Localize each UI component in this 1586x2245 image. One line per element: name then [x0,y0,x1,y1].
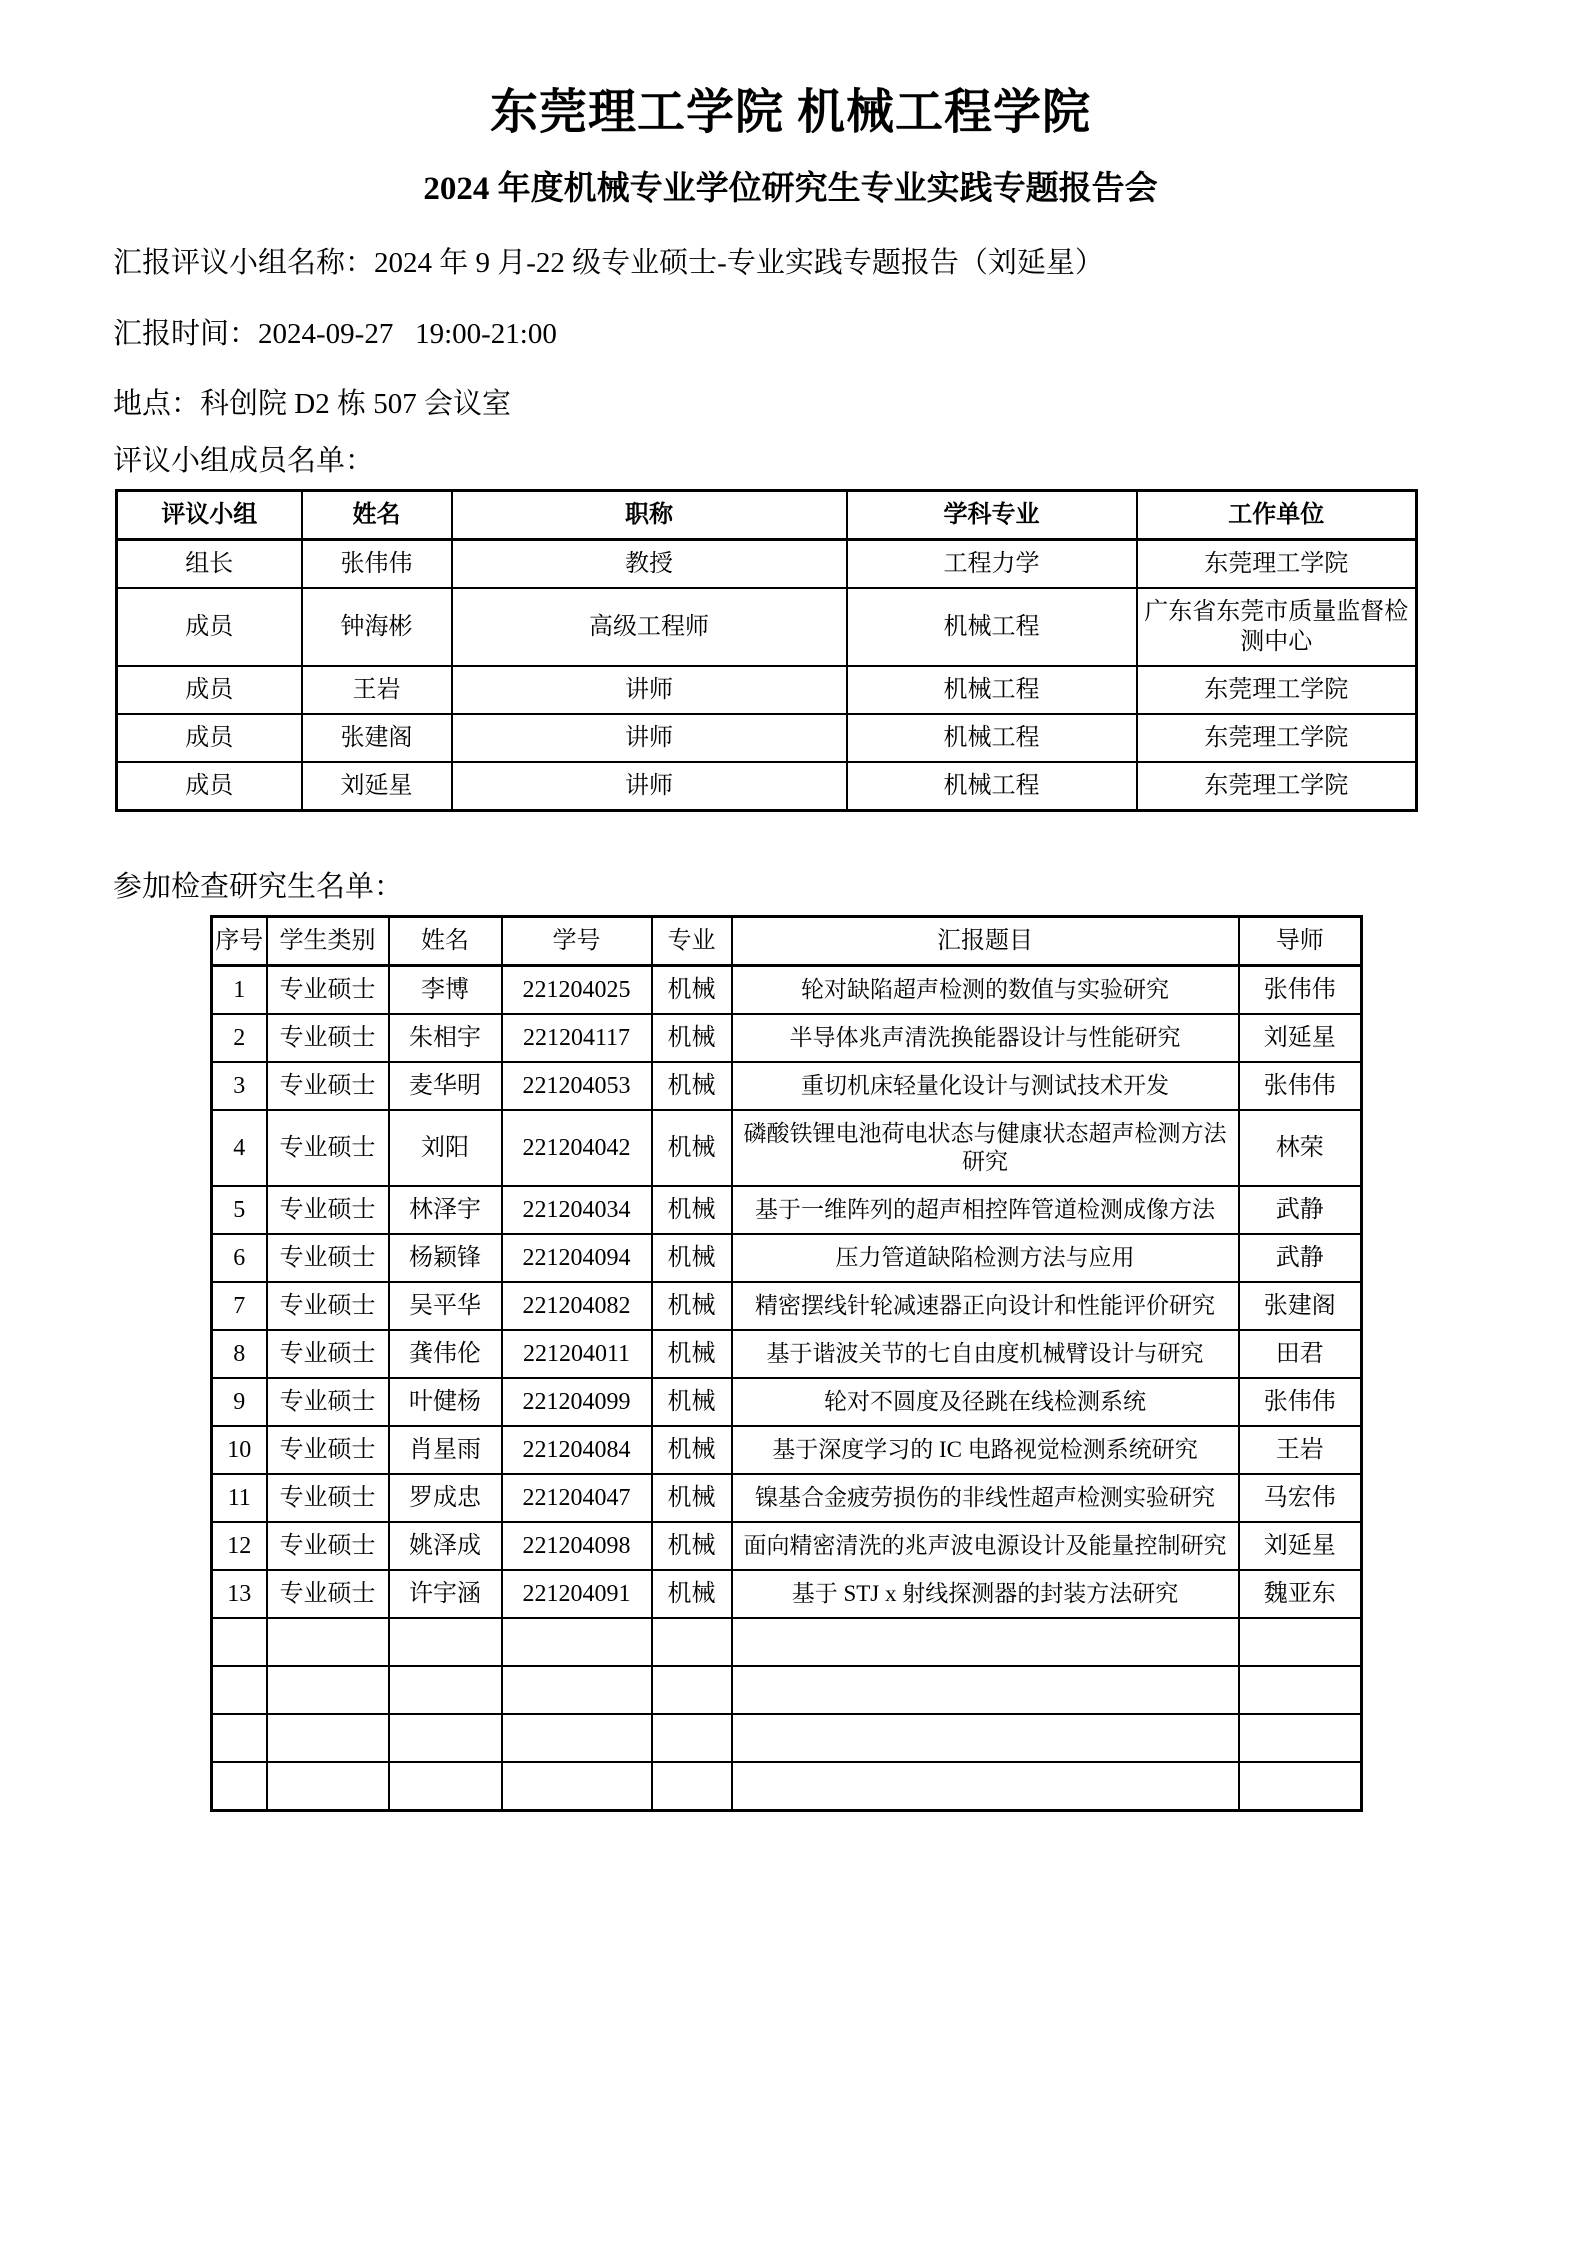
table-cell: 6 [212,1234,267,1282]
table-cell: 张伟伟 [302,539,452,588]
table-cell: 成员 [117,588,302,666]
table-cell: 221204084 [502,1426,652,1474]
table-cell: 压力管道缺陷检测方法与应用 [732,1234,1239,1282]
table-cell: 田君 [1239,1330,1362,1378]
students-list-label: 参加检查研究生名单： [113,870,404,903]
table-cell: 讲师 [452,666,847,714]
table-cell: 成员 [117,762,302,811]
empty-table-cell [732,1618,1239,1666]
table-cell: 马宏伟 [1239,1474,1362,1522]
table-cell: 张伟伟 [1239,1062,1362,1110]
table-cell: 讲师 [452,762,847,811]
table-cell: 机械 [652,1062,732,1110]
empty-table-cell [1239,1618,1362,1666]
empty-table-row [212,1762,1362,1811]
table-cell: 张建阁 [1239,1282,1362,1330]
table-cell: 武静 [1239,1234,1362,1282]
table-cell: 专业硕士 [267,965,389,1014]
table-cell: 张伟伟 [1239,965,1362,1014]
table-cell: 专业硕士 [267,1062,389,1110]
table-cell: 机械 [652,1522,732,1570]
empty-table-cell [212,1618,267,1666]
table-cell: 机械 [652,1234,732,1282]
table-row [117,666,1417,714]
table-cell: 成员 [117,714,302,762]
page-title: 东莞理工学院 机械工程学院 [489,86,1091,139]
table-cell: 专业硕士 [267,1522,389,1570]
table-cell: 吴平华 [389,1282,502,1330]
table-cell: 221204099 [502,1378,652,1426]
table-cell: 魏亚东 [1239,1570,1362,1618]
column-header: 学生类别 [267,916,389,965]
empty-table-cell [652,1618,732,1666]
table-cell: 广东省东莞市质量监督检测中心 [1137,588,1417,666]
review-group-name-value: 2024 年 9 月-22 级专业硕士-专业实践专题报告（刘延星） [374,246,1104,279]
table-cell: 张建阁 [302,714,452,762]
empty-table-row [212,1618,1362,1666]
empty-table-cell [502,1714,652,1762]
empty-table-cell [267,1762,389,1811]
table-cell: 5 [212,1186,267,1234]
table-cell: 林荣 [1239,1110,1362,1186]
table-header-row [212,916,1362,965]
table-cell: 4 [212,1110,267,1186]
table-cell: 221204098 [502,1522,652,1570]
empty-table-cell [1239,1762,1362,1811]
table-row [117,588,1417,666]
table-cell: 机械 [652,1282,732,1330]
table-row [212,965,1362,1014]
students-table [210,915,1363,1812]
table-cell: 教授 [452,539,847,588]
table-cell: 机械 [652,1110,732,1186]
column-header: 导师 [1239,916,1362,965]
table-cell: 磷酸铁锂电池荷电状态与健康状态超声检测方法研究 [732,1110,1239,1186]
empty-table-cell [267,1666,389,1714]
empty-table-cell [389,1714,502,1762]
table-cell: 半导体兆声清洗换能器设计与性能研究 [732,1014,1239,1062]
table-cell: 叶健杨 [389,1378,502,1426]
table-cell: 面向精密清洗的兆声波电源设计及能量控制研究 [732,1522,1239,1570]
column-header: 工作单位 [1137,490,1417,539]
column-header: 姓名 [302,490,452,539]
table-cell: 机械 [652,1186,732,1234]
table-cell: 王岩 [1239,1426,1362,1474]
report-time-line [113,317,1468,352]
empty-table-cell [389,1762,502,1811]
table-cell: 专业硕士 [267,1014,389,1062]
table-cell: 221204025 [502,965,652,1014]
table-cell: 1 [212,965,267,1014]
committee-table-body [117,539,1417,810]
table-cell: 12 [212,1522,267,1570]
table-cell: 9 [212,1378,267,1426]
table-cell: 机械 [652,1014,732,1062]
table-cell: 讲师 [452,714,847,762]
review-group-name-label: 汇报评议小组名称： [113,246,375,279]
table-row [117,539,1417,588]
table-cell: 镍基合金疲劳损伤的非线性超声检测实验研究 [732,1474,1239,1522]
table-row [117,714,1417,762]
committee-table [115,489,1418,812]
page-subtitle: 2024 年度机械专业学位研究生专业实践专题报告会 [423,171,1158,208]
table-cell: 刘延星 [1239,1014,1362,1062]
table-cell: 11 [212,1474,267,1522]
table-cell: 机械工程 [847,666,1137,714]
table-cell: 221204082 [502,1282,652,1330]
table-cell: 机械工程 [847,588,1137,666]
empty-table-cell [502,1762,652,1811]
committee-table-header [117,490,1417,539]
table-cell: 轮对不圆度及径跳在线检测系统 [732,1378,1239,1426]
table-cell: 基于一维阵列的超声相控阵管道检测成像方法 [732,1186,1239,1234]
table-cell: 王岩 [302,666,452,714]
table-row [212,1426,1362,1474]
table-cell: 专业硕士 [267,1186,389,1234]
table-row [117,762,1417,811]
column-header: 评议小组 [117,490,302,539]
table-cell: 专业硕士 [267,1570,389,1618]
table-cell: 专业硕士 [267,1426,389,1474]
empty-table-cell [1239,1666,1362,1714]
table-cell: 7 [212,1282,267,1330]
table-cell: 机械 [652,1378,732,1426]
report-time-value: 2024-09-27 19:00-21:00 [258,317,557,350]
table-cell: 肖星雨 [389,1426,502,1474]
table-cell: 221204091 [502,1570,652,1618]
empty-table-cell [212,1666,267,1714]
table-row [212,1014,1362,1062]
empty-table-cell [502,1666,652,1714]
table-cell: 重切机床轻量化设计与测试技术开发 [732,1062,1239,1110]
location-label: 地点： [113,388,201,421]
table-cell: 东莞理工学院 [1137,539,1417,588]
table-cell: 机械 [652,1474,732,1522]
table-cell: 基于深度学习的 IC 电路视觉检测系统研究 [732,1426,1239,1474]
column-header: 汇报题目 [732,916,1239,965]
table-cell: 221204094 [502,1234,652,1282]
table-cell: 专业硕士 [267,1110,389,1186]
table-row [212,1282,1362,1330]
table-row [212,1110,1362,1186]
empty-table-cell [212,1762,267,1811]
table-cell: 工程力学 [847,539,1137,588]
column-header: 姓名 [389,916,502,965]
table-cell: 专业硕士 [267,1330,389,1378]
table-row [212,1522,1362,1570]
table-cell: 221204047 [502,1474,652,1522]
column-header: 学号 [502,916,652,965]
empty-table-cell [652,1762,732,1811]
table-cell: 基于 STJ x 射线探测器的封装方法研究 [732,1570,1239,1618]
table-cell: 姚泽成 [389,1522,502,1570]
table-cell: 机械工程 [847,714,1137,762]
table-cell: 10 [212,1426,267,1474]
empty-table-cell [732,1666,1239,1714]
table-cell: 刘延星 [302,762,452,811]
table-row [212,1234,1362,1282]
empty-table-cell [267,1618,389,1666]
table-cell: 东莞理工学院 [1137,762,1417,811]
empty-table-row [212,1666,1362,1714]
empty-table-row [212,1714,1362,1762]
table-cell: 专业硕士 [267,1282,389,1330]
table-cell: 专业硕士 [267,1378,389,1426]
column-header: 职称 [452,490,847,539]
table-cell: 罗成忠 [389,1474,502,1522]
table-cell: 成员 [117,666,302,714]
table-cell: 专业硕士 [267,1234,389,1282]
table-cell: 刘阳 [389,1110,502,1186]
empty-table-cell [1239,1714,1362,1762]
table-cell: 221204117 [502,1014,652,1062]
table-cell: 林泽宇 [389,1186,502,1234]
table-row [212,1062,1362,1110]
table-cell: 221204034 [502,1186,652,1234]
table-cell: 武静 [1239,1186,1362,1234]
committee-list-label: 评议小组成员名单： [113,445,375,478]
column-header: 学科专业 [847,490,1137,539]
table-cell: 精密摆线针轮减速器正向设计和性能评价研究 [732,1282,1239,1330]
table-cell: 2 [212,1014,267,1062]
table-cell: 张伟伟 [1239,1378,1362,1426]
empty-table-cell [732,1762,1239,1811]
table-row [212,1378,1362,1426]
empty-table-cell [389,1666,502,1714]
table-cell: 许宇涵 [389,1570,502,1618]
table-cell: 221204053 [502,1062,652,1110]
table-cell: 朱相宇 [389,1014,502,1062]
table-row [212,1186,1362,1234]
column-header: 专业 [652,916,732,965]
empty-table-cell [652,1666,732,1714]
table-cell: 麦华明 [389,1062,502,1110]
table-cell: 钟海彬 [302,588,452,666]
empty-table-cell [732,1714,1239,1762]
location-line [113,387,1468,422]
table-cell: 221204042 [502,1110,652,1186]
empty-table-cell [212,1714,267,1762]
table-cell: 基于谐波关节的七自由度机械臂设计与研究 [732,1330,1239,1378]
column-header: 序号 [212,916,267,965]
table-cell: 东莞理工学院 [1137,714,1417,762]
table-cell: 龚伟伦 [389,1330,502,1378]
empty-table-cell [389,1618,502,1666]
table-cell: 刘延星 [1239,1522,1362,1570]
students-table-body [212,965,1362,1810]
table-cell: 专业硕士 [267,1474,389,1522]
table-cell: 李博 [389,965,502,1014]
table-cell: 机械工程 [847,762,1137,811]
empty-table-cell [652,1714,732,1762]
table-cell: 组长 [117,539,302,588]
empty-table-cell [502,1618,652,1666]
location-value: 科创院 D2 栋 507 会议室 [200,388,511,421]
students-table-header [212,916,1362,965]
table-cell: 机械 [652,1426,732,1474]
table-row [212,1570,1362,1618]
table-cell: 13 [212,1570,267,1618]
table-header-row [117,490,1417,539]
report-time-label: 汇报时间： [113,317,259,350]
table-row [212,1330,1362,1378]
table-cell: 8 [212,1330,267,1378]
table-row [212,1474,1362,1522]
table-cell: 高级工程师 [452,588,847,666]
table-cell: 杨颖锋 [389,1234,502,1282]
empty-table-cell [267,1714,389,1762]
review-group-name-line [113,246,1468,281]
table-cell: 221204011 [502,1330,652,1378]
table-cell: 机械 [652,965,732,1014]
table-cell: 机械 [652,1570,732,1618]
table-cell: 轮对缺陷超声检测的数值与实验研究 [732,965,1239,1014]
table-cell: 机械 [652,1330,732,1378]
table-cell: 东莞理工学院 [1137,666,1417,714]
table-cell: 3 [212,1062,267,1110]
